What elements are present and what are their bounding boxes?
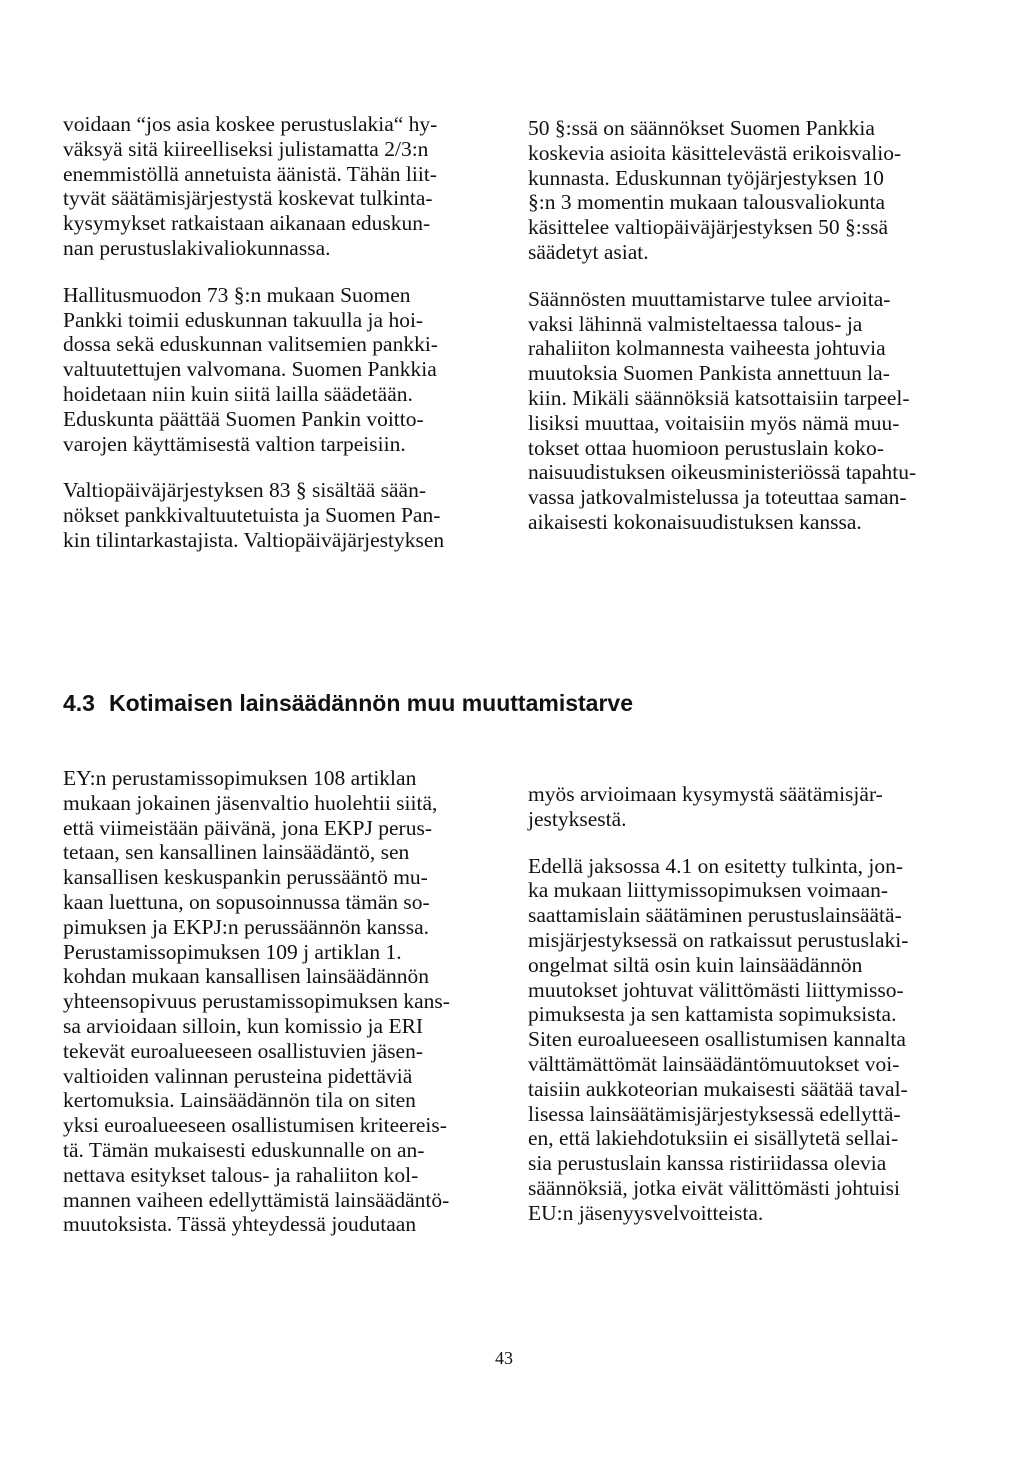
text-line: aikaisesti kokonaisuudistuksen kanssa. (528, 509, 862, 534)
text-line: muutoksia Suomen Pankista annettuun la- (528, 361, 890, 386)
bottom-left-column (63, 766, 499, 1237)
text-line: nökset pankkivaltuutetuista ja Suomen Pan- (63, 503, 441, 528)
section-heading (63, 690, 633, 717)
text-line: nan perustuslakivaliokunnassa. (63, 235, 331, 260)
text-line: tyvät säätämisjärjestystä koskevat tulkinta- (63, 186, 433, 211)
text-line: sa arvioidaan silloin, kun komissio ja ERI (63, 1013, 424, 1038)
text-line: varojen käyttämisestä valtion tarpeisiin. (63, 431, 406, 456)
text-line: tä. Tämän mukaisesti eduskunnalle on an- (63, 1137, 425, 1162)
text-line: Valtiopäiväjärjestyksen 83 § sisältää sään- (63, 478, 427, 503)
page-number: 43 (495, 1348, 513, 1368)
text-line: tetaan, sen kansallinen lainsäädäntö, sen (63, 840, 410, 865)
text-line: tokset ottaa huomioon perustuslain koko- (528, 435, 884, 460)
text-line: enemmistöllä annetuista äänistä. Tähän liit- (63, 161, 437, 186)
text-line: kunnasta. Eduskunnan työjärjestyksen 10 (528, 165, 884, 190)
text-line: en, että lakiehdotuksiin ei sisällytetä sellai- (528, 1126, 899, 1151)
text-line: että viimeistään päivänä, jona EKPJ perus- (63, 815, 432, 840)
text-line: käsittelee valtiopäiväjärjestyksen 50 §:ssä (528, 215, 889, 240)
text-line: säännöksiä, jotka eivät välittömästi johtuisi (528, 1175, 901, 1200)
text-line: vaksi lähinnä valmisteltaessa talous- ja (528, 311, 863, 336)
text-line: Edellä jaksossa 4.1 on esitetty tulkinta, jon- (528, 853, 903, 878)
text-line: taisiin aukkoteorian mukaisesti säätää taval- (528, 1076, 908, 1101)
text-line: yksi euroalueeseen osallistumisen kriteereis- (63, 1113, 447, 1138)
text-line: rahaliiton kolmannesta vaiheesta johtuvia (528, 336, 886, 361)
paragraph (528, 287, 975, 535)
text-line: nettava esitykset talous- ja rahaliiton kol- (63, 1162, 419, 1187)
text-line: koskevia asioita käsittelevästä erikoisvalio- (528, 140, 902, 165)
text-line: kertomuksia. Lainsäädännön tila on siten (63, 1088, 416, 1113)
text-line: valtuutettujen valvomana. Suomen Pankkia (63, 357, 437, 382)
text-line: pimuksen ja EKPJ:n perussäännön kanssa. (63, 914, 430, 939)
text-line: ongelmat siltä osin kuin lainsäädännön (528, 952, 863, 977)
paragraph (528, 116, 975, 265)
text-line: Perustamissopimuksen 109 j artiklan 1. (63, 939, 402, 964)
text-line: välttämättömät lainsäädäntömuutokset voi- (528, 1051, 900, 1076)
paragraph (63, 766, 499, 1237)
text-line: kiin. Mikäli säännöksiä katsottaisiin tarpeel- (528, 385, 910, 410)
text-line: valtioiden valinnan perusteina pidettäviä (63, 1063, 413, 1088)
text-line: jestyksestä. (528, 806, 627, 831)
text-line: yhteensopivuus perustamissopimuksen kans- (63, 989, 450, 1014)
text-line: §:n 3 momentin mukaan talousvaliokunta (528, 190, 886, 215)
text-line: muutokset johtuvat välittömästi liittymisso- (528, 977, 904, 1002)
text-line: 50 §:ssä on säännökset Suomen Pankkia (528, 116, 875, 140)
paragraph (63, 112, 515, 261)
top-left-column (63, 112, 515, 553)
text-line: mukaan jokainen jäsenvaltio huolehtii siitä, (63, 790, 438, 815)
text-line: misjärjestyksessä on ratkaissut perustuslaki- (528, 927, 909, 952)
paragraph (63, 283, 515, 457)
text-line: Eduskunta päättää Suomen Pankin voitto- (63, 406, 424, 431)
text-line: kaan luettuna, on sopusoinnussa tämän so- (63, 889, 430, 914)
bottom-right-column (528, 782, 962, 1226)
text-line: myös arvioimaan kysymystä säätämisjär- (528, 782, 883, 806)
text-line: voidaan “jos asia koskee perustuslakia“ hy- (63, 112, 438, 136)
text-line: kysymykset ratkaistaan aikanaan eduskun- (63, 211, 431, 236)
text-line: saattamislain säätäminen perustuslainsäätä- (528, 903, 902, 928)
text-line: tekevät euroalueeseen osallistuvien jäsen- (63, 1038, 423, 1063)
text-line: säädetyt asiat. (528, 239, 649, 264)
section-title: Kotimaisen lainsäädännön muu muuttamistarve (108, 690, 633, 716)
text-line: muutoksista. Tässä yhteydessä joudutaan (63, 1212, 417, 1237)
text-line: vassa jatkovalmistelussa ja toteuttaa saman- (528, 485, 907, 510)
top-right-column (528, 116, 975, 535)
text-line: Siten euroalueeseen osallistumisen kannalta (528, 1027, 906, 1052)
text-line: Säännösten muuttamistarve tulee arvioita- (528, 286, 891, 311)
text-line: kohdan mukaan kansallisen lainsäädännön (63, 964, 429, 989)
text-line: hoidetaan niin kuin siitä lailla säädetään. (63, 381, 413, 406)
text-line: mannen vaiheen edellyttämistä lainsäädäntö- (63, 1187, 450, 1212)
text-line: EU:n jäsenyysvelvoitteista. (528, 1200, 764, 1225)
text-line: kansallisen keskuspankin perussääntö mu- (63, 865, 428, 890)
text-line: Pankki toimii eduskunnan takuulla ja hoi- (63, 307, 424, 332)
text-line: EY:n perustamissopimuksen 108 artiklan (63, 766, 417, 790)
paragraph (63, 478, 515, 552)
text-line: dossa sekä eduskunnan valitsemien pankki- (63, 332, 438, 357)
text-line: pimuksesta ja sen kattamista sopimuksista. (528, 1002, 897, 1027)
paragraph (528, 782, 962, 832)
text-line: ka mukaan liittymissopimuksen voimaan- (528, 878, 889, 903)
paragraph (528, 854, 962, 1226)
section-number: 4.3 (63, 690, 95, 716)
text-line: kin tilintarkastajista. Valtiopäiväjärjestyksen (63, 527, 445, 552)
text-line: sia perustuslain kanssa ristiriidassa olevia (528, 1151, 887, 1176)
text-line: lisiksi muuttaa, voitaisiin myös nämä muu- (528, 410, 900, 435)
text-line: lisessa lainsäätämisjärjestyksessä edellyttä- (528, 1101, 901, 1126)
text-line: väksyä sitä kiireelliseksi julistamatta 2/3:n (63, 136, 429, 161)
text-line: naisuudistuksen oikeusministeriössä tapahtu- (528, 460, 917, 485)
text-line: Hallitusmuodon 73 §:n mukaan Suomen (63, 282, 411, 307)
